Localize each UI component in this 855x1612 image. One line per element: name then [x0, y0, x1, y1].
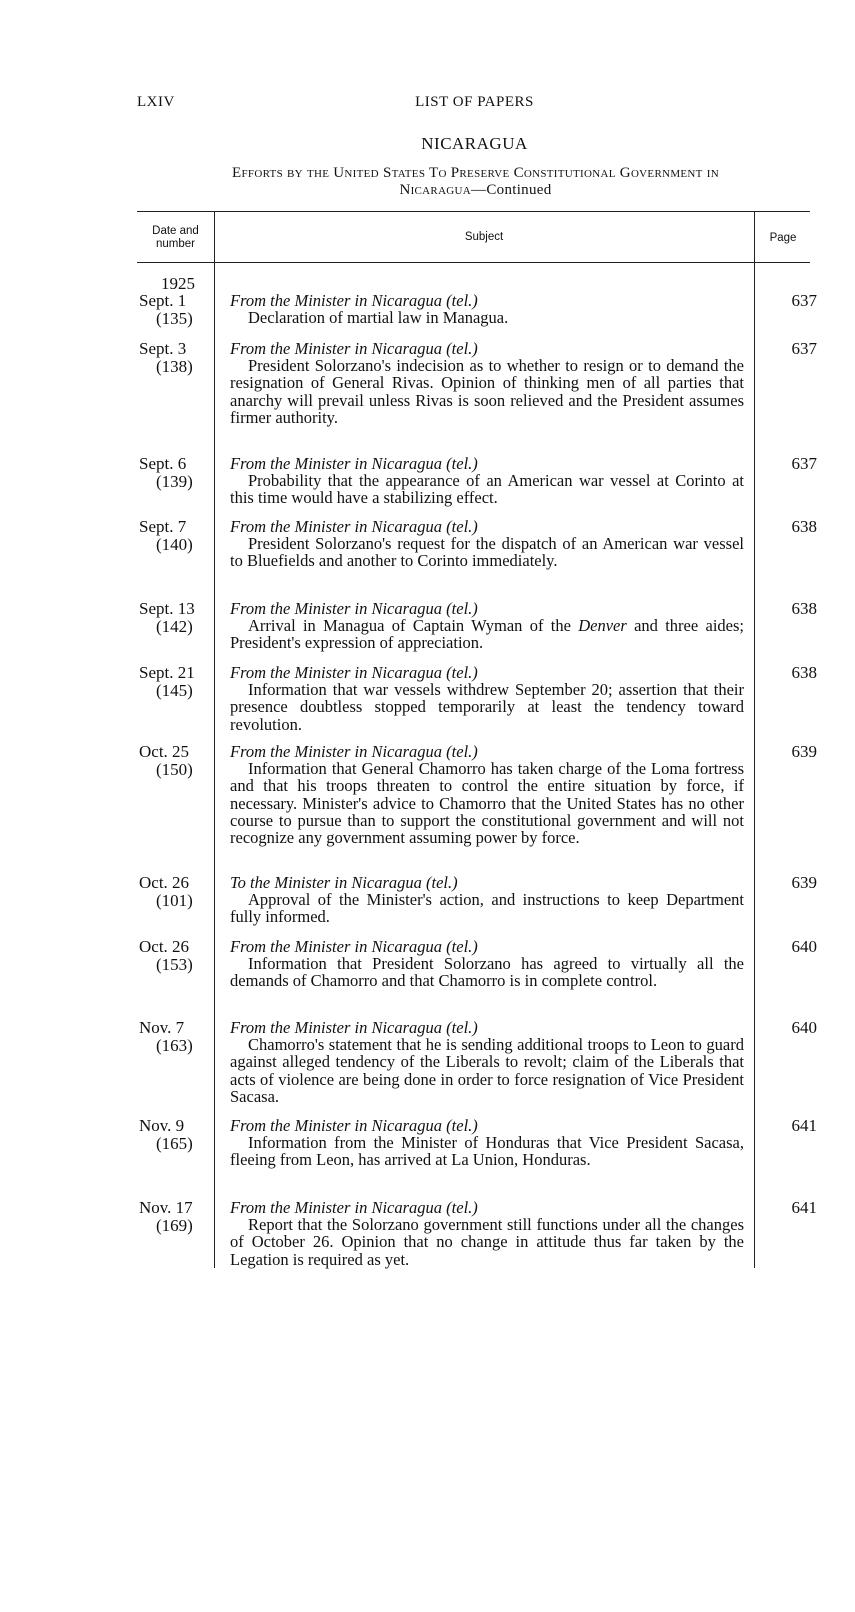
entry-description: Chamorro's statement that he is sending additional troops to Leon to guard against alleged tendency of the Liberals to revolt; claim of the Liberals that acts of violence are being done in order to force resignation of Vice President Sacasa. [230, 1035, 744, 1106]
entry-page-number: 639 [791, 873, 817, 892]
entry-date-cell [139, 455, 215, 491]
entry-correspondent: From the Minister in Nicaragua (tel.) [230, 454, 478, 473]
entry-page-number: 638 [791, 599, 817, 618]
entry-date-cell [139, 938, 215, 974]
entry-description: Information from the Minister of Honduras that Vice President Sacasa, fleeing from Leon, has arrived at La Union, Honduras. [230, 1133, 744, 1170]
entry-subject-cell [230, 292, 744, 326]
entry-number: (101) [156, 891, 193, 910]
entry-correspondent: From the Minister in Nicaragua (tel.) [230, 1116, 478, 1135]
entry-correspondent: From the Minister in Nicaragua (tel.) [230, 339, 478, 358]
entry-subject-cell [230, 664, 744, 733]
entry-subject-cell [230, 518, 744, 570]
entry-page-number: 638 [791, 663, 817, 682]
running-title: LIST OF PAPERS [415, 94, 534, 110]
entry-subject-cell [230, 1019, 744, 1105]
entry-ship-name: Denver [578, 616, 627, 636]
entry-date-cell [139, 1199, 215, 1235]
entry-date: Sept. 13 [139, 599, 195, 618]
entry-page-number: 641 [791, 1116, 817, 1135]
entry-subject-cell [230, 1199, 744, 1268]
entry-date: Sept. 7 [139, 517, 187, 536]
entry-date-cell [139, 340, 215, 376]
entry-number: (145) [156, 681, 193, 700]
entry-description-part: Arrival in Managua of Captain Wyman of the [248, 616, 579, 636]
country-heading: NICARAGUA [421, 134, 528, 153]
entry-date-cell [139, 600, 215, 636]
column-header-subject: Subject [464, 231, 504, 243]
entry-subject-cell [230, 600, 744, 652]
entry-correspondent: From the Minister in Nicaragua (tel.) [230, 517, 478, 536]
entry-description-part: and three aides; President's expression of appreciation. [230, 616, 744, 653]
entry-description: Information that General Chamorro has taken charge of the Loma fortress and that his troops threaten to control the entire situation by force, if necessary. Minister's advice to Chamorro that the United States has no other course to pursue than to support the constitutional government and will not recognize any government assuming power by force. [230, 759, 744, 848]
entry-date-cell [139, 1019, 215, 1055]
entry-date-cell [139, 292, 215, 328]
entry-correspondent: From the Minister in Nicaragua (tel.) [230, 1198, 478, 1217]
table-header-rule [137, 262, 810, 263]
entry-page-number: 638 [791, 517, 817, 536]
entry-number: (142) [156, 617, 193, 636]
entry-page-number: 637 [791, 339, 817, 358]
table-top-rule [137, 211, 810, 212]
entry-page-number: 637 [791, 291, 817, 310]
entry-date-cell [139, 874, 215, 910]
entry-correspondent: From the Minister in Nicaragua (tel.) [230, 937, 478, 956]
table-year: 1925 [161, 274, 195, 293]
entry-correspondent: From the Minister in Nicaragua (tel.) [230, 663, 478, 682]
entry-subject-cell [230, 455, 744, 507]
entry-date: Nov. 17 [139, 1198, 193, 1217]
section-title-continued: —Continued [471, 182, 552, 198]
entry-correspondent: From the Minister in Nicaragua (tel.) [230, 291, 478, 310]
entry-date-cell [139, 1117, 215, 1153]
entry-number: (135) [156, 309, 193, 328]
entry-number: (138) [156, 357, 193, 376]
section-title [137, 165, 814, 199]
entry-number: (140) [156, 535, 193, 554]
entry-date: Oct. 26 [139, 873, 190, 892]
entry-date: Oct. 25 [139, 742, 190, 761]
entry-page-number: 637 [791, 454, 817, 473]
entry-date-cell [139, 743, 215, 779]
entry-description: President Solorzano's indecision as to whether to resign or to demand the resignation of General Rivas. Opinion of thinking men of all parties that anarchy will prevail unless Rivas is soon relieved and the President assumes firmer authority. [230, 356, 744, 427]
entry-subject-cell [230, 874, 744, 926]
section-title-line1: Efforts by the United States To Preserve Constitutional Government in [232, 165, 719, 181]
entry-date: Nov. 7 [139, 1018, 185, 1037]
entry-page-number: 641 [791, 1198, 817, 1217]
entry-subject-cell [230, 1117, 744, 1169]
entry-description: President Solorzano's request for the dispatch of an American war vessel to Bluefields and another to Corinto immediately. [230, 534, 744, 571]
entry-description: Information that war vessels withdrew September 20; assertion that their presence doubtless stopped temporarily at least the tendency toward revolution. [230, 680, 744, 734]
entry-description: Report that the Solorzano government still functions under all the changes of October 26. Opinion that no change in attitude thus far taken by the Legation is required as yet. [230, 1215, 744, 1269]
entry-correspondent: From the Minister in Nicaragua (tel.) [230, 742, 478, 761]
running-head [137, 94, 817, 114]
entry-subject-cell [230, 743, 744, 846]
entry-number: (153) [156, 955, 193, 974]
entry-date-cell [139, 518, 215, 554]
entry-date-cell [139, 664, 215, 700]
column-header-date-line1: Date and [152, 225, 199, 237]
entry-correspondent: From the Minister in Nicaragua (tel.) [230, 1018, 478, 1037]
entry-page-number: 640 [791, 1018, 817, 1037]
entry-date: Sept. 21 [139, 663, 195, 682]
entry-number: (169) [156, 1216, 193, 1235]
entry-subject-cell [230, 340, 744, 426]
entry-number: (165) [156, 1134, 193, 1153]
entry-page-number: 640 [791, 937, 817, 956]
entry-date: Nov. 9 [139, 1116, 185, 1135]
entry-number: (150) [156, 760, 193, 779]
entry-date: Sept. 3 [139, 339, 187, 358]
entry-correspondent: From the Minister in Nicaragua (tel.) [230, 599, 478, 618]
entry-number: (139) [156, 472, 193, 491]
column-header-date [137, 225, 214, 251]
entry-description: Declaration of martial law in Managua. [248, 308, 509, 328]
entry-description: Probability that the appearance of an American war vessel at Corinto at this time would have a stabilizing effect. [230, 471, 744, 508]
entry-correspondent: To the Minister in Nicaragua (tel.) [230, 873, 458, 892]
section-title-line2: Nicaragua [399, 182, 472, 198]
entry-date: Oct. 26 [139, 937, 190, 956]
entry-description: Approval of the Minister's action, and instructions to keep Department fully informed. [230, 890, 744, 927]
page-folio: LXIV [137, 94, 175, 110]
column-header-page: Page [769, 232, 797, 244]
entry-description: Information that President Solorzano has agreed to virtually all the demands of Chamorro and that Chamorro is in complete control. [230, 954, 744, 991]
entry-number: (163) [156, 1036, 193, 1055]
entry-date: Sept. 1 [139, 291, 187, 310]
entry-page-number: 639 [791, 742, 817, 761]
entry-date: Sept. 6 [139, 454, 187, 473]
column-header-date-line2: number [156, 238, 195, 250]
entry-subject-cell [230, 938, 744, 990]
entry-description [230, 617, 744, 651]
